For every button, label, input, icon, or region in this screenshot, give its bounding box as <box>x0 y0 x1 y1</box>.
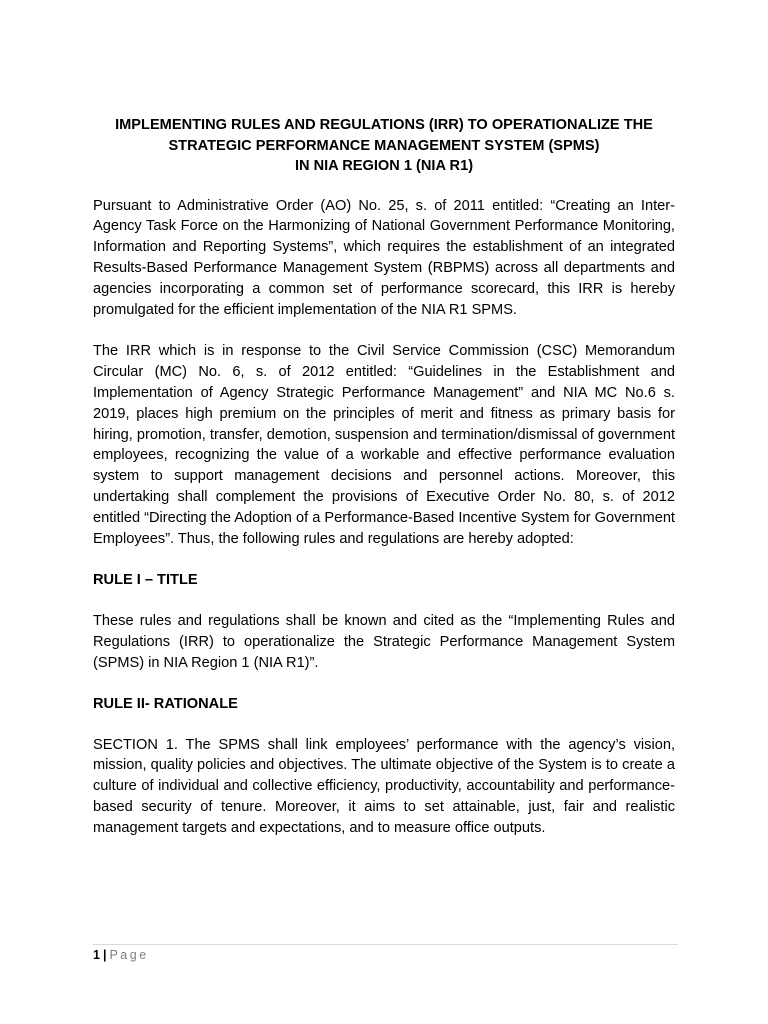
footer-divider <box>93 944 678 945</box>
document-title <box>93 115 675 177</box>
page-footer <box>93 946 149 964</box>
intro-paragraph: Pursuant to Administrative Order (AO) No. 25, s. of 2011 entitled: “Creating an Inter-Agency Task Force on the Harmonizing of National Government Performance Monitoring, Information and Reporting Systems”, which requires the establishment of an integrated Results-Based Performance Management System (RBPMS) across all departments and agencies incorporating a common set of performance scorecard, this IRR is hereby promulgated for the efficient implementation of the NIA R1 SPMS. <box>93 197 675 319</box>
context-paragraph: The IRR which is in response to the Civil Service Commission (CSC) Memorandum Circular (MC) No. 6, s. of 2012 entitled: “Guidelines in the Establishment and Implementation of Agency Strategic Performance Management” and NIA MC No.6 s. 2019, places high premium on the principles of merit and fitness as primary basis for hiring, promotion, transfer, demotion, suspension and termination/dismissal of government employees, recognizing the value of a workable and effective performance evaluation system to support management decisions and personnel actions. Moreover, this undertaking shall complement the provisions of Executive Order No. 80, s. of 2012 entitled “Directing the Adoption of a Performance-Based Incentive System for Government Employees”. Thus, the following rules and regulations are hereby adopted: <box>93 342 675 548</box>
rule-1-heading: RULE I – TITLE <box>93 572 198 588</box>
section-1-text: SECTION 1. The SPMS shall link employees’ performance with the agency’s vision, mission, quality policies and objectives. The ultimate objective of the System is to create a culture of individual and collective efficiency, productivity, accountability and performance-based security of tenure. Moreover, it aims to set attainable, just, fair and realistic management targets and expectations, and to measure office outputs. <box>93 736 675 837</box>
title-line-3: IN NIA REGION 1 (NIA R1) <box>294 158 474 174</box>
title-line-2: STRATEGIC PERFORMANCE MANAGEMENT SYSTEM (SPMS) <box>168 137 600 154</box>
rule-2-heading: RULE II- RATIONALE <box>93 695 238 712</box>
rule-1-text: These rules and regulations shall be known and cited as the “Implementing Rules and Regulations (IRR) to operationalize the Strategic Performance Management System (SPMS) in NIA Region 1 (NIA R1)”. <box>93 612 675 671</box>
document-body <box>93 115 675 859</box>
title-line-1: IMPLEMENTING RULES AND REGULATIONS (IRR) TO OPERATIONALIZE THE <box>115 117 653 133</box>
page-number: 1 <box>93 948 100 962</box>
page-label: Page <box>109 948 149 962</box>
footer-separator: | <box>102 948 107 962</box>
